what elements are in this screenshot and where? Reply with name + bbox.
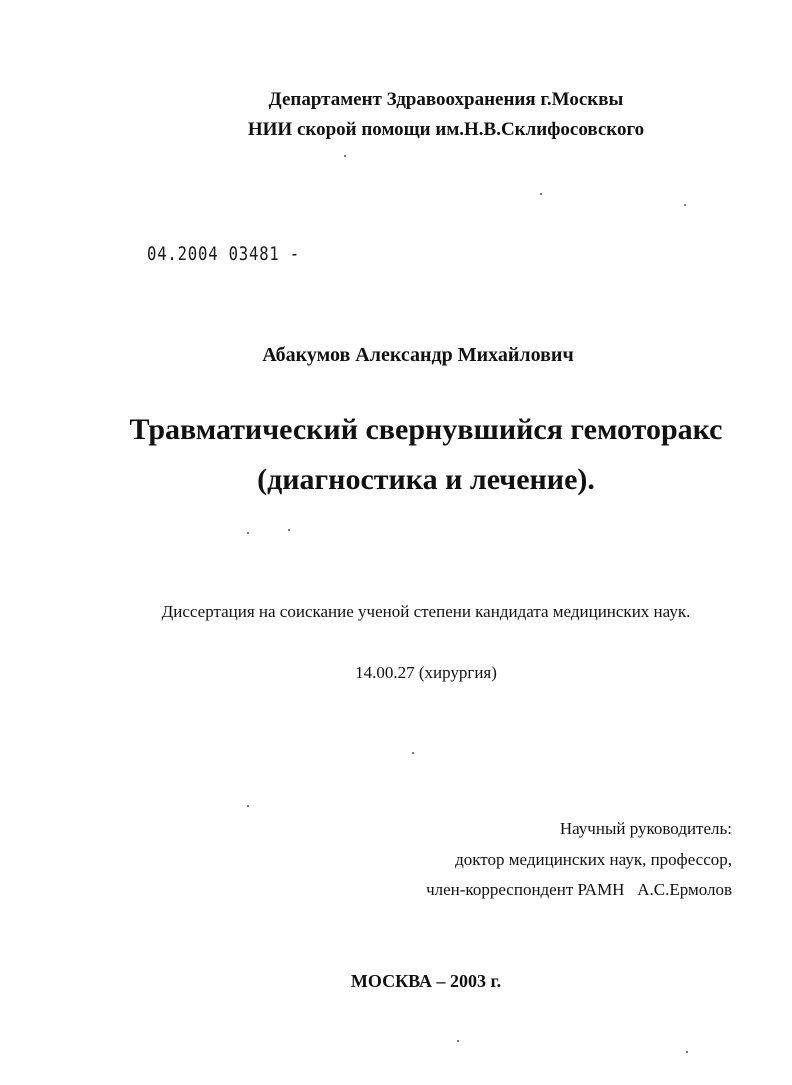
city-and-year: МОСКВА – 2003 г. [350,971,502,991]
specialty-code: 14.00.27 (хирургия) [355,663,497,682]
scan-speck [684,204,686,206]
dissertation-degree-note: Диссертация на соискание ученой степени кандидата медицинских наук. [161,602,691,621]
scan-speck [247,532,249,534]
institute-name: НИИ скорой помощи им.Н.В.Склифосовского [247,119,645,140]
scan-speck [412,752,414,754]
dissertation-title-line-1: Травматический свернувшийся гемоторакс [129,413,723,446]
supervisor-position: член-корреспондент РАМН А.С.Ермолов [426,880,732,899]
scan-speck [540,193,542,195]
scan-speck [247,805,249,807]
dissertation-title-line-2: (диагностика и лечение). [257,463,595,496]
scan-speck [344,155,346,157]
supervisor-label: Научный руководитель: [559,819,732,838]
scan-speck [686,1051,688,1053]
registration-number: 04.2004 03481 - [147,243,301,265]
department-name: Департамент Здравоохранения г.Москвы [268,89,624,110]
author-name: Абакумов Александр Михайлович [262,344,574,366]
supervisor-degree: доктор медицинских наук, профессор, [455,850,732,869]
scan-speck [457,1040,459,1042]
scan-speck [288,529,290,531]
